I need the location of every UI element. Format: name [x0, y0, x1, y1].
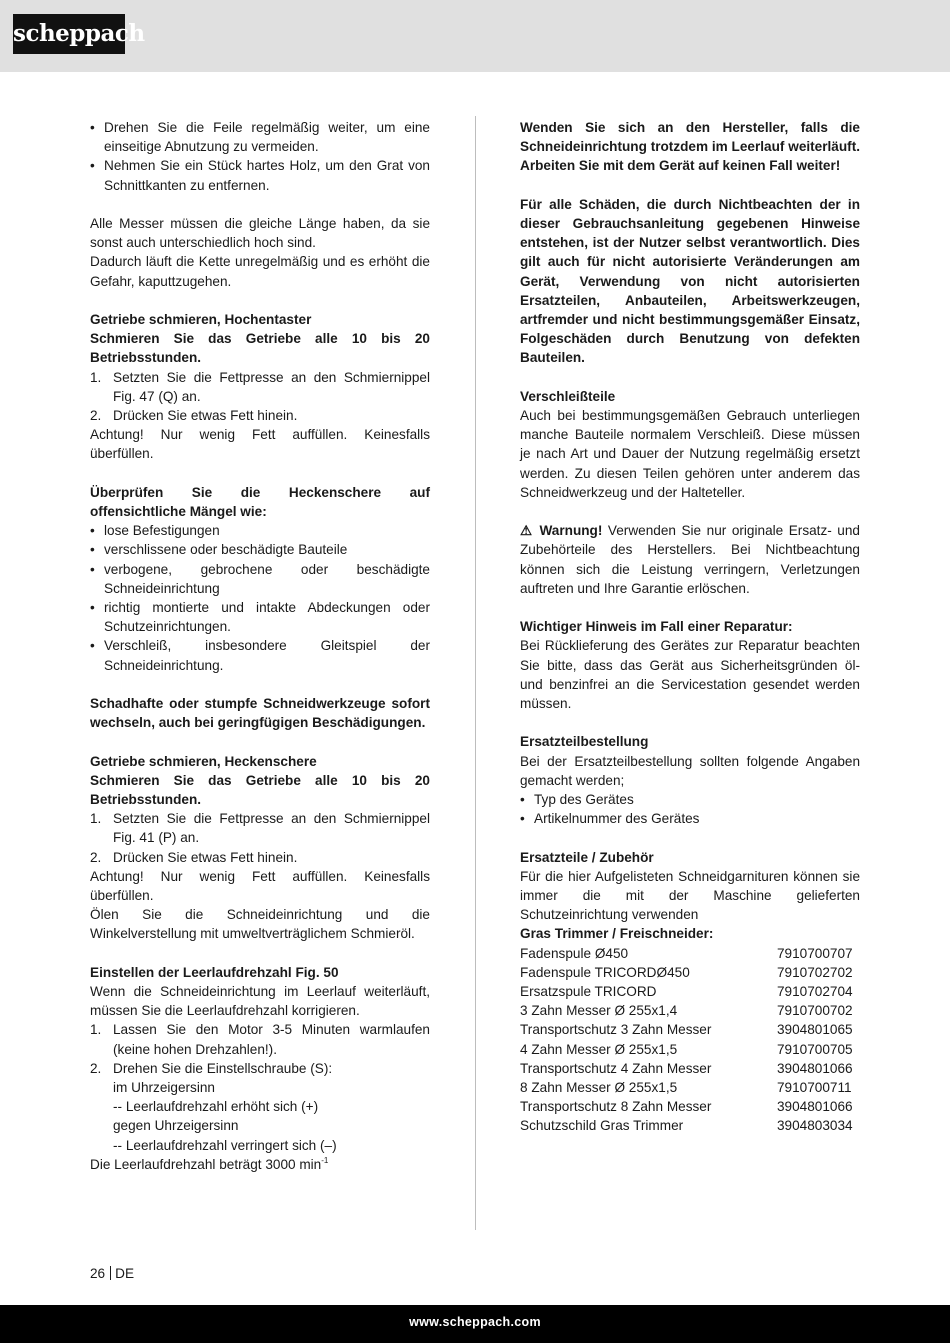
- caution-note: Achtung! Nur wenig Fett auffüllen. Keinesfalls überfüllen.: [90, 868, 430, 904]
- list-item: • verschlissene oder beschädigte Bauteile: [90, 540, 430, 559]
- section-heading: Wichtiger Hinweis im Fall einer Reparatur:: [520, 619, 793, 635]
- section-heading: Ersatzteile / Zubehör: [520, 849, 654, 865]
- table-row: Fadenspule Ø450 7910700707: [520, 945, 853, 961]
- website-url: www.scheppach.com: [409, 1315, 541, 1329]
- parts-subheading: Gras Trimmer / Freischneider:: [520, 926, 714, 942]
- list-item: • lose Befestigungen: [90, 521, 430, 540]
- interval-text: Schmieren Sie das Getriebe alle 10 bis 20 Betriebsstunden.: [90, 772, 430, 808]
- parts-table: [520, 944, 860, 1136]
- section-heading: Getriebe schmieren, Hochentaster: [90, 312, 312, 327]
- idle-direction-line: -- Leerlaufdrehzahl erhöht sich (+): [113, 1099, 319, 1115]
- oil-paragraph: Ölen Sie die Schneideinrichtung und die Winkelverstellung mit umweltverträglichem Schmieröl.: [90, 907, 430, 942]
- page-number: 26 DE: [90, 1266, 135, 1281]
- list-item: • Verschleiß, insbesondere Gleitspiel der Schneideinrichtung.: [90, 636, 430, 674]
- table-row: 8 Zahn Messer Ø 255x1,5 7910700711: [520, 1080, 852, 1096]
- table-row: 4 Zahn Messer Ø 255x1,5 7910700705: [520, 1041, 853, 1057]
- interval-text: Schmieren Sie das Getriebe alle 10 bis 20 Betriebsstunden.: [90, 331, 430, 366]
- list-item: • verbogene, gebrochene oder beschädigte Schneideinrichtung: [90, 560, 430, 598]
- order-paragraph: Bei der Ersatzteilbestellung sollten folgende Angaben gemacht werden;: [520, 753, 860, 788]
- numbered-step: 1. Setzten Sie die Fettpresse an den Schmiernippel Fig. 47 (Q) an.: [90, 369, 430, 404]
- list-item: • Typ des Gerätes: [520, 790, 860, 809]
- table-row: Fadenspule TRICORDØ450 7910702702: [520, 964, 853, 980]
- idle-direction-line: gegen Uhrzeigersinn: [113, 1118, 239, 1134]
- idle-intro: Wenn die Schneideinrichtung im Leerlauf weiterläuft, müssen Sie die Leerlaufdrehzahl korrigieren.: [90, 984, 430, 1019]
- numbered-step: 1. Setzten Sie die Fettpresse an den Schmiernippel Fig. 41 (P) an.: [90, 811, 430, 846]
- replace-notice: Schadhafte oder stumpfe Schneidwerkzeuge sofort wechseln, auch bei geringfügigen Beschädigungen.: [90, 696, 430, 731]
- warning-label: Warnung!: [539, 523, 603, 539]
- numbered-step: 1. Lassen Sie den Motor 3-5 Minuten warmlaufen (keine hohen Drehzahlen!).: [90, 1022, 430, 1057]
- section-heading: Ersatzteilbestellung: [520, 734, 649, 750]
- parts-paragraph: Für die hier Aufgelisteten Schneidgarnituren können sie immer die mit der Maschine gelieferten Schutzeinrichtung verwenden: [520, 868, 860, 923]
- section-heading: Überprüfen Sie die Heckenschere auf offensichtliche Mängel wie:: [90, 484, 430, 520]
- list-item: • Drehen Sie die Feile regelmäßig weiter, um eine einseitige Abnutzung zu vermeiden.: [90, 118, 430, 156]
- warning-icon: ⚠: [520, 523, 534, 539]
- page-header: [0, 0, 950, 72]
- manufacturer-notice: Wenden Sie sich an den Hersteller, falls die Schneideinrichtung trotzdem im Leerlauf weiterläuft. Arbeiten Sie mit dem Gerät auf keinen Fall weiter!: [520, 120, 860, 174]
- idle-speed-value: Die Leerlaufdrehzahl beträgt 3000 $\min^{-1}$: [90, 1155, 329, 1172]
- idle-direction-line: -- Leerlaufdrehzahl verringert sich (–): [113, 1137, 337, 1153]
- left-column: [90, 118, 430, 1174]
- repair-paragraph: Bei Rücklieferung des Gerätes zur Reparatur beachten Sie bitte, dass das Gerät aus Sicherheitsgründen öl- und benzinfrei an die Servicestation gesendet werden müssen.: [520, 638, 860, 712]
- chain-paragraph: Dadurch läuft die Kette unregelmäßig und es erhöht die Gefahr, kaputtzugehen.: [90, 254, 430, 289]
- table-row: Ersatzspule TRICORD 7910702704: [520, 984, 853, 1000]
- liability-notice: Für alle Schäden, die durch Nichtbeachten der in dieser Gebrauchsanleitung gegebenen Hinweise entstehen, ist der Nutzer selbst verantwortlich. Dies gilt auch für nicht autorisierte Veränderungen am Gerät, Verwendung von nicht autorisierten Ersatzteilen, Anbauteilen, Arbeitswerkzeugen, artfremder und nicht bestimmungsgemäßer Einsatz, Folgeschäden durch Benutzung von defekten Bauteilen.: [520, 196, 860, 366]
- numbered-step: 2. Drücken Sie etwas Fett hinein.: [90, 408, 298, 424]
- table-row: 3 Zahn Messer Ø 255x1,4 7910700702: [520, 1003, 853, 1019]
- list-item: • Nehmen Sie ein Stück hartes Holz, um den Grat von Schnittkanten zu entfernen.: [90, 156, 430, 194]
- section-heading: Verschleißteile: [520, 388, 616, 404]
- column-divider: [475, 116, 476, 1230]
- page-number-separator: [110, 1266, 111, 1280]
- table-row: Transportschutz 4 Zahn Messer 3904801066: [520, 1060, 853, 1076]
- numbered-step: 2. Drehen Sie die Einstellschraube (S):: [90, 1060, 333, 1076]
- right-column: [520, 118, 860, 1136]
- page-footer: [0, 1305, 950, 1343]
- idle-direction-line: im Uhrzeigersinn: [113, 1080, 215, 1096]
- list-item: • Artikelnummer des Gerätes: [520, 809, 860, 828]
- table-row: Transportschutz 8 Zahn Messer 3904801066: [520, 1099, 853, 1115]
- knives-paragraph: Alle Messer müssen die gleiche Länge haben, da sie sonst auch unterschiedlich hoch sind.: [90, 216, 430, 251]
- table-row: Transportschutz 3 Zahn Messer 3904801065: [520, 1022, 853, 1038]
- section-heading: Getriebe schmieren, Heckenschere: [90, 753, 317, 769]
- warning-paragraph: ⚠ Warnung! Verwenden Sie nur originale Ersatz- und Zubehörteile des Herstellers. Bei Nichtbeachtung können sich die Leistung verringern, Verletzungen auftreten und Ihre Garantie erlöschen.: [520, 523, 860, 596]
- section-heading: Einstellen der Leerlaufdrehzahl Fig. 50: [90, 964, 339, 980]
- scheppach-logo: scheppach: [13, 14, 125, 54]
- caution-note: Achtung! Nur wenig Fett auffüllen. Keinesfalls überfüllen.: [90, 427, 430, 462]
- wear-paragraph: Auch bei bestimmungsgemäßen Gebrauch unterliegen manche Bauteile normalem Verschleiß. Diese müssen je nach Art und Dauer der Nutzung regelmäßig ersetzt werden. Zu diesen Teilen gehören unter anderem das Schneidwerkzeug und der Halteteller.: [520, 408, 860, 500]
- numbered-step: 2. Drücken Sie etwas Fett hinein.: [90, 849, 298, 865]
- table-row: Schutzschild Gras Trimmer 3904803034: [520, 1118, 853, 1134]
- list-item: • richtig montierte und intakte Abdeckungen oder Schutzeinrichtungen.: [90, 598, 430, 636]
